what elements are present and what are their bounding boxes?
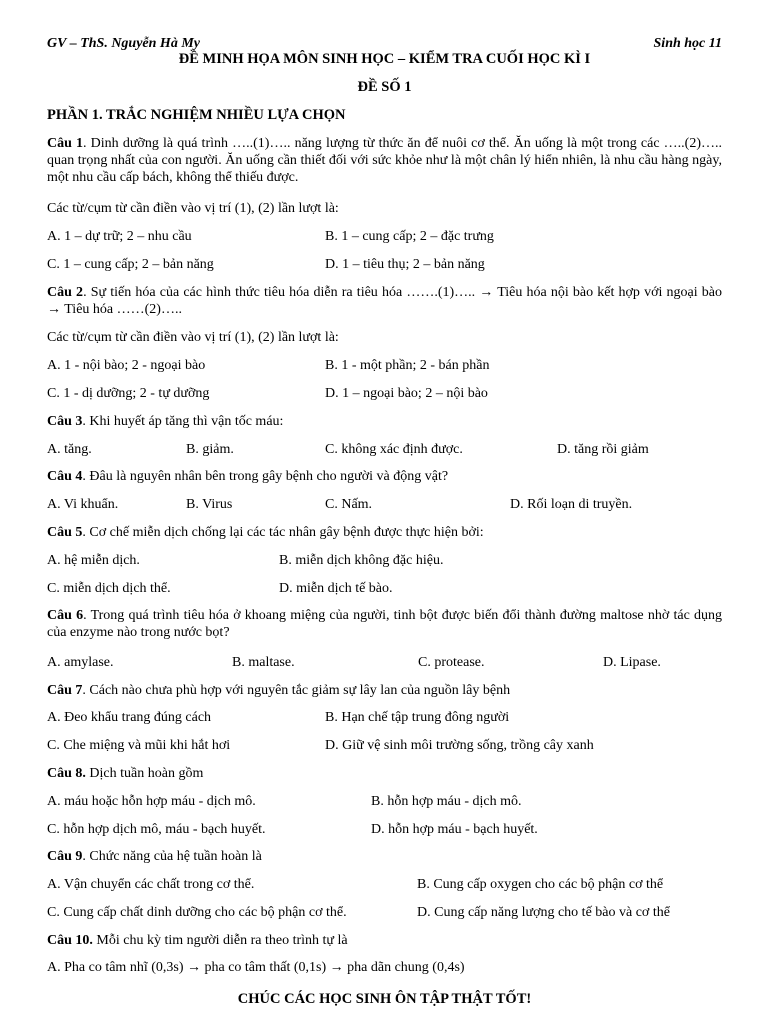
exam-title: ĐỀ MINH HỌA MÔN SINH HỌC – KIỂM TRA CUỐI HỌC KÌ I xyxy=(178,51,591,67)
option-c[interactable]: C. không xác định được. xyxy=(325,442,463,457)
question-2-options-row-1 xyxy=(47,357,722,375)
question-text: . Khi huyết áp tăng thì vận tốc máu: xyxy=(82,414,284,429)
option-a[interactable]: A. Pha co tâm nhĩ (0,3s) → pha co tâm thất (0,1s) → pha dãn chung (0,4s) xyxy=(47,960,465,975)
option-b[interactable]: B. maltase. xyxy=(232,655,295,670)
question-text: . Trong quá trình tiêu hóa ở khoang miệng của người, tinh bột được biến đổi thành đường maltose nhờ tác dụng của enzyme nào trong nước bọt? xyxy=(47,608,722,640)
question-label: Câu 3 xyxy=(47,414,83,429)
question-4 xyxy=(47,468,722,485)
question-9 xyxy=(47,848,722,865)
question-9-options-row-2 xyxy=(47,904,722,922)
question-text: . Cơ chế miễn dịch chống lại các tác nhân gây bệnh được thực hiện bởi: xyxy=(82,525,484,540)
question-10 xyxy=(47,932,722,949)
option-a[interactable]: A. amylase. xyxy=(47,655,114,670)
question-9-options-row-1 xyxy=(47,876,722,894)
question-5-options-row-2 xyxy=(47,580,722,598)
option-c[interactable]: C. Nấm. xyxy=(325,497,373,512)
question-label: Câu 1 xyxy=(47,136,84,151)
question-5-options-row-1 xyxy=(47,552,722,570)
option-b[interactable]: B. 1 - một phần; 2 - bán phần xyxy=(325,358,490,373)
question-8-options-row-1 xyxy=(47,793,722,811)
option-a[interactable]: A. máu hoặc hỗn hợp máu - dịch mô. xyxy=(47,794,256,809)
question-3-options xyxy=(47,441,722,459)
question-2 xyxy=(47,284,722,318)
question-label: Câu 7 xyxy=(47,683,83,698)
question-text: . Chức năng của hệ tuần hoàn là xyxy=(82,849,262,864)
option-b[interactable]: B. giảm. xyxy=(186,442,234,457)
question-7-options-row-1 xyxy=(47,709,722,727)
option-a[interactable]: A. Đeo khẩu trang đúng cách xyxy=(47,710,212,725)
question-4-options xyxy=(47,496,722,514)
question-text: Dịch tuần hoàn gồm xyxy=(85,766,204,781)
option-d[interactable]: D. Rối loạn di truyền. xyxy=(510,497,633,512)
option-d[interactable]: D. 1 – ngoại bào; 2 – nội bào xyxy=(325,386,488,401)
option-a[interactable]: A. 1 – dự trữ; 2 – nhu cầu xyxy=(47,229,192,244)
question-1-options-row-1 xyxy=(47,228,722,246)
option-b[interactable]: B. 1 – cung cấp; 2 – đặc trưng xyxy=(325,229,494,244)
question-6-options xyxy=(47,654,722,672)
option-a[interactable]: A. tăng. xyxy=(47,442,92,457)
question-8-options-row-2 xyxy=(47,821,722,839)
option-d[interactable]: D. hỗn hợp máu - bạch huyết. xyxy=(371,822,538,837)
option-d[interactable]: D. miễn dịch tế bào. xyxy=(279,581,393,596)
question-1-prompt: Các từ/cụm từ cần điền vào vị trí (1), (2) lần lượt là: xyxy=(47,201,339,216)
question-text: . Đâu là nguyên nhân bên trong gây bệnh cho người và động vật? xyxy=(82,469,449,484)
question-label: Câu 5 xyxy=(47,525,83,540)
option-c[interactable]: C. Che miệng và mũi khi hắt hơi xyxy=(47,738,231,753)
option-c[interactable]: C. miễn dịch dịch thể. xyxy=(47,581,171,596)
question-5 xyxy=(47,524,722,541)
question-text: . Dinh dưỡng là quá trình …..(1)….. năng lượng từ thức ăn để nuôi cơ thể. Ăn uống là một trong các …..(2)….. quan trọng nhất của con người. Ăn uống cần thiết đối với sức khỏe như là một chân lý hiển nhiên, là nhu cầu hàng ngày, một nhu cầu cấp bách, không thể thiếu được. xyxy=(47,136,722,185)
option-d[interactable]: D. Cung cấp năng lượng cho tế bào và cơ thể xyxy=(417,905,670,920)
question-label: Câu 10. xyxy=(47,933,93,948)
question-text: Mỗi chu kỳ tim người diễn ra theo trình tự là xyxy=(92,933,348,948)
question-6 xyxy=(47,607,722,641)
question-label: Câu 8. xyxy=(47,766,86,781)
option-a[interactable]: A. Vi khuẩn. xyxy=(47,497,119,512)
question-8 xyxy=(47,765,722,782)
option-c[interactable]: C. hỗn hợp dịch mô, máu - bạch huyết. xyxy=(47,822,266,837)
closing-message: CHÚC CÁC HỌC SINH ÔN TẬP THẬT TỐT! xyxy=(237,991,532,1007)
option-a[interactable]: A. hệ miễn dịch. xyxy=(47,553,140,568)
option-c[interactable]: C. 1 - dị dưỡng; 2 - tự dưỡng xyxy=(47,386,210,401)
question-1 xyxy=(47,135,722,186)
question-text: . Sự tiến hóa của các hình thức tiêu hóa diễn ra tiêu hóa …….(1)….. → Tiêu hóa nội bào kết hợp với ngoại bào → Tiêu hóa ……(2)….. xyxy=(47,285,723,317)
option-d[interactable]: D. Giữ vệ sinh môi trường sống, trồng cây xanh xyxy=(325,738,594,753)
question-label: Câu 2 xyxy=(47,285,84,300)
question-2-options-row-2 xyxy=(47,385,722,403)
question-2-prompt: Các từ/cụm từ cần điền vào vị trí (1), (2) lần lượt là: xyxy=(47,330,339,345)
option-b[interactable]: B. Virus xyxy=(186,497,233,512)
question-3 xyxy=(47,413,722,430)
question-7 xyxy=(47,682,722,699)
option-b[interactable]: B. Hạn chế tập trung đông người xyxy=(325,710,510,725)
option-d[interactable]: D. Lipase. xyxy=(603,655,661,670)
section-heading: PHẦN 1. TRẮC NGHIỆM NHIỀU LỰA CHỌN xyxy=(47,107,346,123)
teacher-name: GV – ThS. Nguyễn Hà My xyxy=(47,36,200,51)
option-c[interactable]: C. protease. xyxy=(418,655,485,670)
question-label: Câu 4 xyxy=(47,469,83,484)
question-label: Câu 9 xyxy=(47,849,83,864)
option-b[interactable]: B. hỗn hợp máu - dịch mô. xyxy=(371,794,522,809)
option-c[interactable]: C. Cung cấp chất dinh dưỡng cho các bộ phận cơ thể. xyxy=(47,905,347,920)
option-d[interactable]: D. 1 – tiêu thụ; 2 – bản năng xyxy=(325,257,485,272)
subject-grade: Sinh học 11 xyxy=(653,36,722,51)
option-a[interactable]: A. 1 - nội bào; 2 - ngoại bào xyxy=(47,358,206,373)
option-d[interactable]: D. tăng rồi giảm xyxy=(557,442,649,457)
option-b[interactable]: B. Cung cấp oxygen cho các bộ phận cơ thể xyxy=(417,877,664,892)
option-a[interactable]: A. Vận chuyển các chất trong cơ thể. xyxy=(47,877,255,892)
question-1-options-row-2 xyxy=(47,256,722,274)
question-10-options xyxy=(47,959,722,977)
exam-number: ĐỀ SỐ 1 xyxy=(357,79,412,95)
question-7-options-row-2 xyxy=(47,737,722,755)
question-text: . Cách nào chưa phù hợp với nguyên tắc giảm sự lây lan của nguồn lây bệnh xyxy=(82,683,511,698)
option-b[interactable]: B. miễn dịch không đặc hiệu. xyxy=(279,553,444,568)
question-label: Câu 6 xyxy=(47,608,84,623)
option-c[interactable]: C. 1 – cung cấp; 2 – bản năng xyxy=(47,257,214,272)
